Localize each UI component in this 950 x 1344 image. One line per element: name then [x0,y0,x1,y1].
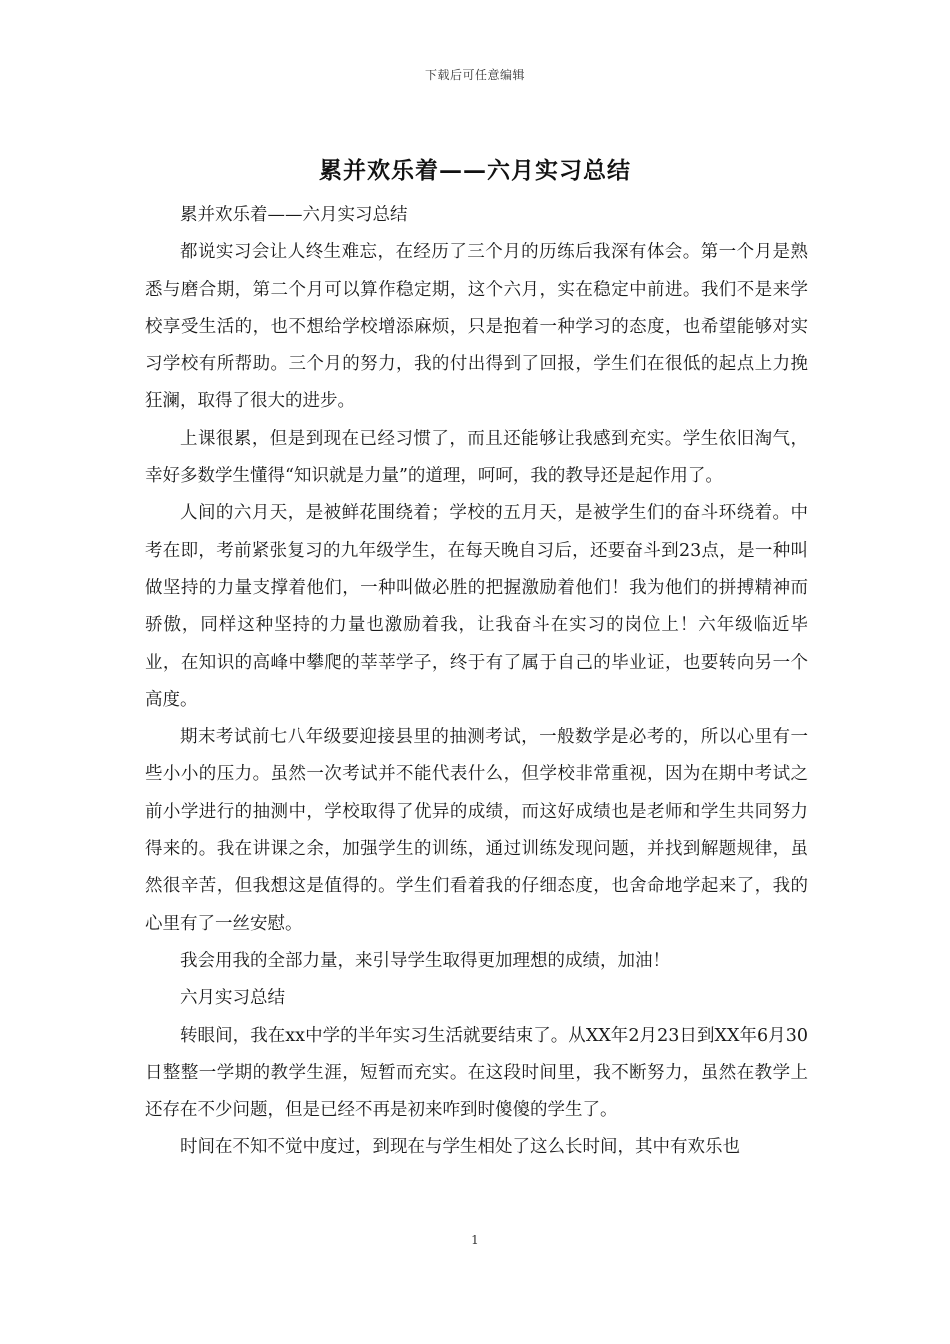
paragraph: 时间在不知不觉中度过，到现在与学生相处了这么长时间，其中有欢乐也 [180,1137,740,1158]
document-title: 累并欢乐着——六月实习总结 [319,157,631,184]
document-body [145,197,808,1167]
section-heading: 六月实习总结 [180,988,285,1009]
paragraph-subtitle: 累并欢乐着——六月实习总结 [180,205,408,225]
paragraph: 我会用我的全部力量，来引导学生取得更加理想的成绩，加油！ [180,950,670,971]
paragraph: 都说实习会让人终生难忘，在经历了三个月的历练后我深有体会。第一个月是熟悉与磨合期，第二个月可以算作稳定期，这个六月，实在稳定中前进。我们不是来学校享受生活的，也不想给学校增添麻烦，只是抱着一种学习的态度，也希望能够对实习学校有所帮助。三个月的努力，我的付出得到了回报，学生们在很低的起点上力挽狂澜，取得了很大的进步。 [145,242,808,412]
paragraph: 上课很累，但是到现在已经习惯了，而且还能够让我感到充实。学生依旧淘气，幸好多数学生懂得“知识就是力量”的道理，呵呵，我的教导还是起作用了。 [145,428,808,487]
header-note: 下载后可任意编辑 [424,68,525,82]
paragraph: 转眼间，我在xx中学的半年实习生活就要结束了。从XX年2月23日到XX年6月30日整整一学期的教学生涯，短暂而充实。在这段时间里，我不断努力，虽然在教学上还存在不少问题，但是已经不再是初来咋到时傻傻的学生了。 [145,1025,808,1121]
paragraph: 期末考试前七八年级要迎接县里的抽测考试，一般数学是必考的，所以心里有一些小小的压力。虽然一次考试并不能代表什么，但学校非常重视，因为在期中考试之前小学进行的抽测中，学校取得了优异的成绩，而这好成绩也是老师和学生共同努力得来的。我在讲课之余，加强学生的训练，通过训练发现问题，并找到解题规律，虽然很辛苦，但我想这是值得的。学生们看着我的仔细态度，也舍命地学起来了，我的心里有了一丝安慰。 [145,727,808,934]
page-number: 1 [471,1233,479,1247]
paragraph: 人间的六月天，是被鲜花围绕着；学校的五月天，是被学生们的奋斗环绕着。中考在即，考前紧张复习的九年级学生，在每天晚自习后，还要奋斗到23点，是一种叫做坚持的力量支撑着他们，一种叫做必胜的把握激励着他们！我为他们的拼搏精神而骄傲，同样这种坚持的力量也激励着我，让我奋斗在实习的岗位上！六年级临近毕业，在知识的高峰中攀爬的莘莘学子，终于有了属于自己的毕业证，也要转向另一个高度。 [145,503,808,710]
